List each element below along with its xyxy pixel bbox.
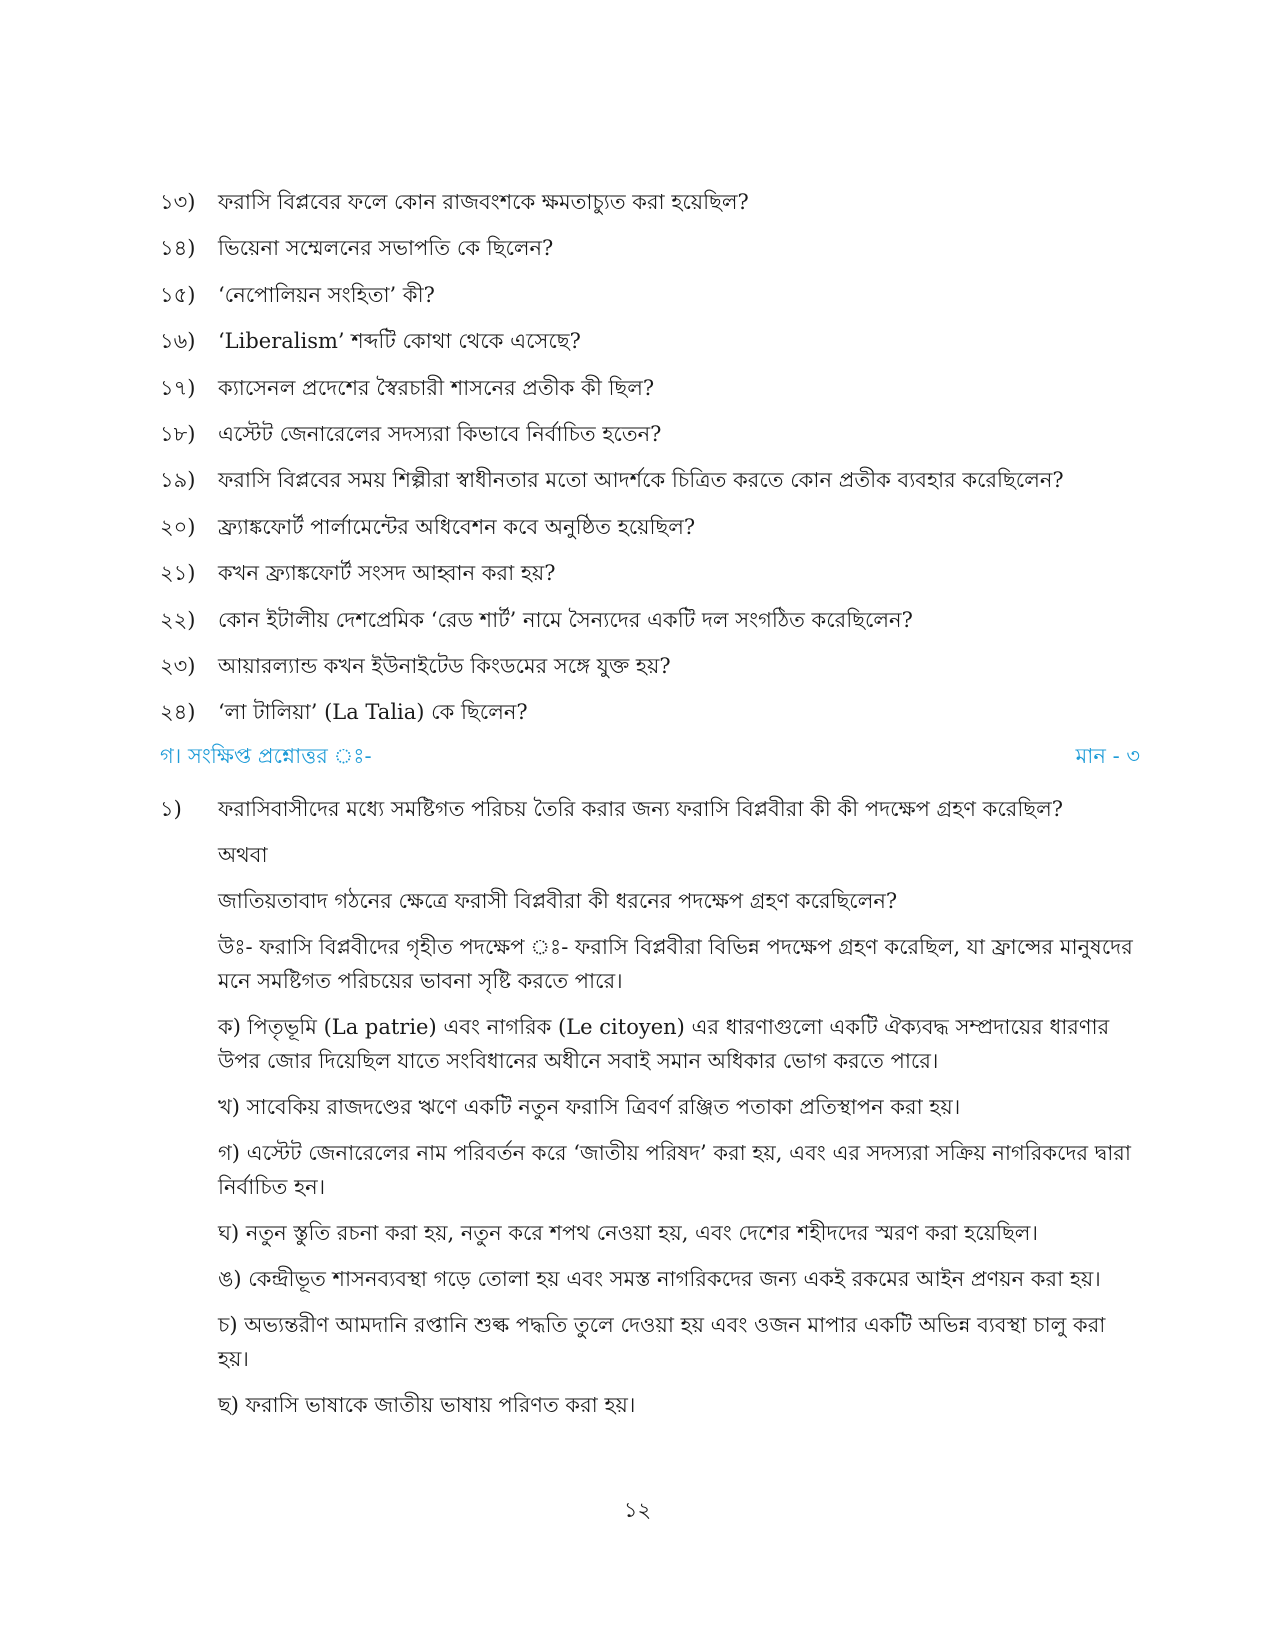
question-number: ২১)	[160, 561, 196, 586]
list-item	[160, 188, 1140, 234]
question-text: ‘Liberalism’ শব্দটি কোথা থেকে এসেছে?	[218, 329, 581, 354]
question-number: ১৮)	[160, 421, 196, 446]
question-text: কোন ইটালীয় দেশপ্রেমিক ‘রেড শার্ট’ নামে সৈন্যদের একটি দল সংগঠিত করেছিলেন?	[218, 607, 913, 632]
alt-question: জাতিয়তাবাদ গঠনের ক্ষেত্রে ফরাসী বিপ্লবীরা কী ধরনের পদক্ষেপ গ্রহণ করেছিলেন?	[218, 889, 898, 913]
list-item	[160, 559, 1140, 605]
answer-point: চ) অভ্যন্তরীণ আমদানি রপ্তানি শুল্ক পদ্ধতি তুলে দেওয়া হয় এবং ওজন মাপার একটি অভিন্ন ব্যবস্থা চালু করা হয়।	[218, 1313, 1106, 1371]
question-text: ‘লা টালিয়া’ (La Talia) কে ছিলেন?	[218, 700, 528, 725]
list-item	[160, 652, 1140, 698]
question-text: ফ্র্যাঙ্কফোর্ট পার্লামেন্টের অধিবেশন কবে অনুষ্ঠিত হয়েছিল?	[218, 514, 696, 539]
answer-point: ঙ) কেন্দ্রীভূত শাসনব্যবস্থা গড়ে তোলা হয় এবং সমস্ত নাগরিকদের জন্য একই রকমের আইন প্রণয়ন করা হয়।	[218, 1267, 1101, 1291]
page-number: ১২	[623, 1498, 652, 1522]
answer-point: ছ) ফরাসি ভাষাকে জাতীয় ভাষায় পরিণত করা হয়।	[218, 1393, 636, 1417]
answer-intro: উঃ- ফরাসি বিপ্লবীদের গৃহীত পদক্ষেপ ঃ- ফরাসি বিপ্লবীরা বিভিন্ন পদক্ষেপ গ্রহণ করেছিল, যা ফ্রান্সের মানুষদের মনে সমষ্টিগত পরিচয়ের ভাবনা সৃষ্টি করতে পারে।	[218, 935, 1133, 993]
question-number: ১৯)	[160, 468, 196, 493]
question-number: ২৪)	[160, 700, 196, 725]
question-text: কখন ফ্র্যাঙ্কফোর্ট সংসদ আহ্বান করা হয়?	[218, 561, 556, 586]
question-text: এস্টেট জেনারেলের সদস্যরা কিভাবে নির্বাচিত হতেন?	[218, 421, 662, 446]
answer-point: খ) সাবেকিয় রাজদণ্ডের ঋণে একটি নতুন ফরাসি ত্রিবর্ণ রঞ্জিত পতাকা প্রতিস্থাপন করা হয়।	[218, 1095, 961, 1119]
question-list	[160, 188, 1140, 745]
question-number: ২৩)	[160, 653, 196, 678]
question-number: ২২)	[160, 607, 196, 632]
question-text: ‘নেপোলিয়ন সংহিতা’ কী?	[218, 282, 435, 307]
question-text: আয়ারল্যান্ড কখন ইউনাইটেড কিংডমের সঙ্গে যুক্ত হয়?	[218, 653, 671, 678]
answer-body	[218, 838, 1140, 1422]
question-text: ফরাসি বিপ্লবের সময় শিল্পীরা স্বাধীনতার মতো আদর্শকে চিত্রিত করতে কোন প্রতীক ব্যবহার করেছিলেন?	[218, 468, 1064, 493]
list-item	[160, 234, 1140, 280]
list-item	[160, 420, 1140, 466]
section-heading	[160, 742, 1140, 770]
question-text: ক্যাসেনল প্রদেশের স্বৈরচারী শাসনের প্রতীক কী ছিল?	[218, 375, 655, 400]
answer-block	[160, 792, 1140, 1422]
list-item	[160, 327, 1140, 373]
list-item	[160, 466, 1140, 512]
question-number: ১৩)	[160, 190, 196, 214]
question-text: ভিয়েনা সম্মেলনের সভাপতি কে ছিলেন?	[218, 236, 554, 261]
question-number: ১৪)	[160, 236, 196, 261]
question-number: ১৫)	[160, 282, 196, 307]
list-item	[160, 281, 1140, 327]
or-label: অথবা	[218, 843, 268, 867]
section-marks: মান - ৩	[1075, 744, 1140, 768]
answer-question-number: ১)	[160, 797, 182, 821]
answer-point: ক) পিতৃভূমি (La patrie) এবং নাগরিক (Le citoyen) এর ধারণাগুলো একটি ঐক্যবদ্ধ সম্প্রদায়ের ধারণার উপর জোর দিয়েছিল যাতে সংবিধানের অধীনে সবাই সমান অধিকার ভোগ করতে পারে।	[218, 1015, 1110, 1073]
list-item	[160, 698, 1140, 744]
question-text: ফরাসি বিপ্লবের ফলে কোন রাজবংশকে ক্ষমতাচ্যুত করা হয়েছিল?	[218, 190, 749, 214]
answer-question-row	[160, 792, 1140, 826]
question-number: ১৬)	[160, 329, 196, 354]
question-number: ২০)	[160, 514, 196, 539]
answer-point: গ) এস্টেট জেনারেলের নাম পরিবর্তন করে ‘জাতীয় পরিষদ’ করা হয়, এবং এর সদস্যরা সক্রিয় নাগরিকদের দ্বারা নির্বাচিত হন।	[218, 1141, 1131, 1199]
answer-question-text: ফরাসিবাসীদের মধ্যে সমষ্টিগত পরিচয় তৈরি করার জন্য ফরাসি বিপ্লবীরা কী কী পদক্ষেপ গ্রহণ করেছিল?	[218, 797, 1063, 821]
answer-point: ঘ) নতুন স্তুতি রচনা করা হয়, নতুন করে শপথ নেওয়া হয়, এবং দেশের শহীদদের স্মরণ করা হয়েছিল।	[218, 1221, 1038, 1245]
section-title: গ। সংক্ষিপ্ত প্রশ্নোত্তর ঃ-	[160, 744, 372, 768]
list-item	[160, 606, 1140, 652]
question-number: ১৭)	[160, 375, 196, 400]
list-item	[160, 513, 1140, 559]
list-item	[160, 374, 1140, 420]
